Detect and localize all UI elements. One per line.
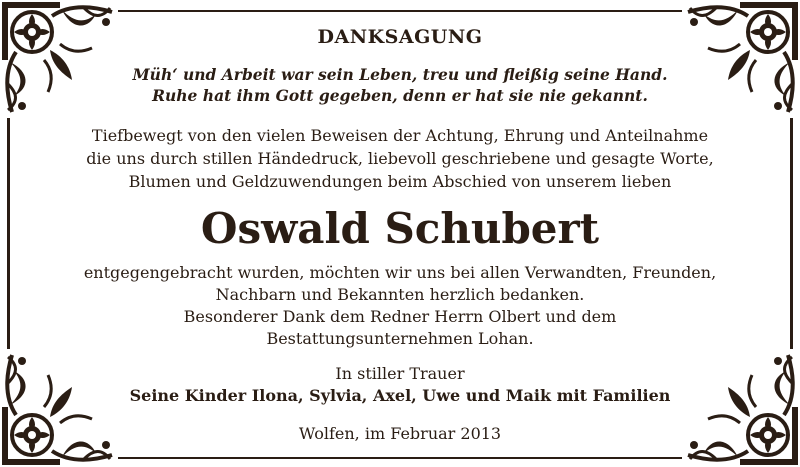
intro-line: die uns durch stillen Händedruck, liebevoll geschriebene und gesagte Worte,	[86, 149, 714, 168]
mourning-line: In stiller Trauer	[335, 364, 465, 383]
thanks-line: entgegengebracht wurden, möchten wir uns bei allen Verwandten, Freunden,	[83, 263, 717, 282]
place-date: Wolfen, im Februar 2013	[298, 424, 502, 443]
thanks-paragraph	[40, 262, 760, 350]
motto-verse	[40, 64, 760, 106]
frame-bottom-line	[118, 457, 682, 459]
frame-top-line	[118, 10, 682, 12]
intro-line: Tiefbewegt von den vielen Beweisen der Achtung, Ehrung und Anteilnahme	[91, 126, 709, 145]
notice-heading: DANKSAGUNG	[317, 26, 483, 48]
deceased-name: Oswald Schubert	[200, 204, 600, 253]
thanks-line: Besonderer Dank dem Redner Herrn Olbert und dem	[183, 307, 617, 326]
frame-right-line	[790, 118, 793, 349]
frame-left-line	[7, 118, 10, 349]
intro-line: Blumen und Geldzuwendungen beim Abschied von unserem lieben	[128, 172, 672, 191]
motto-line: Ruhe hat ihm Gott gegeben, denn er hat sie nie gekannt.	[152, 86, 648, 105]
thanks-line: Nachbarn und Bekannten herzlich bedanken.	[215, 285, 585, 304]
motto-line: Müh‘ und Arbeit war sein Leben, treu und fleißig seine Hand.	[132, 65, 668, 84]
thanks-line: Bestattungsunternehmen Lohan.	[266, 329, 534, 348]
family-signature: Seine Kinder Ilona, Sylvia, Axel, Uwe und Maik mit Familien	[129, 386, 671, 405]
intro-paragraph	[40, 124, 760, 193]
